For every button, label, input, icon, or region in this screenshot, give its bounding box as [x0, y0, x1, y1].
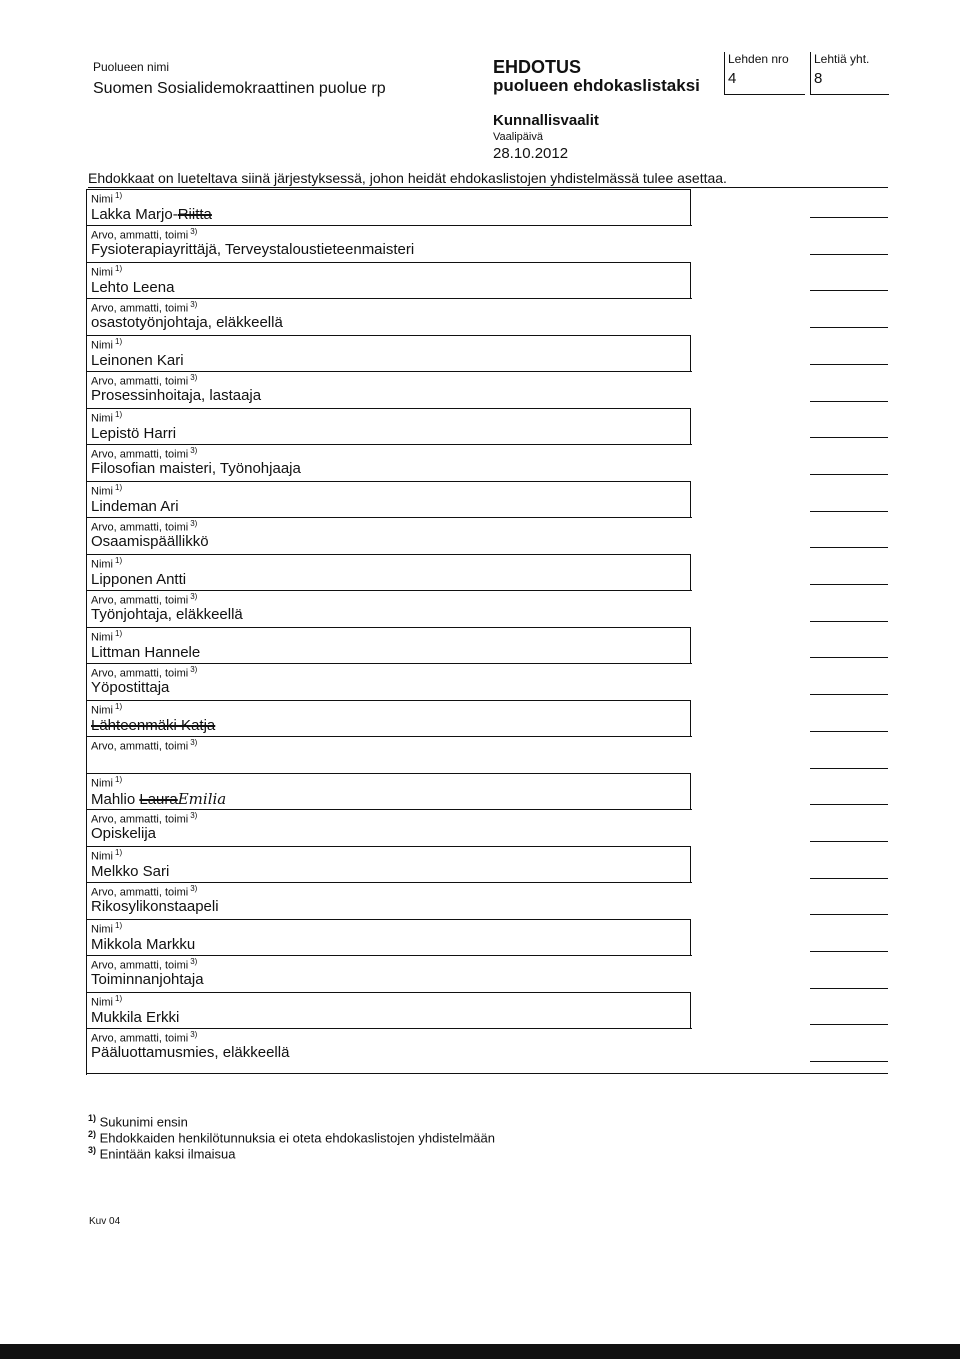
- title-label: Arvo, ammatti, toimi $^{3)}$: [91, 592, 198, 607]
- name-label: Nimi $^{1)}$: [91, 337, 123, 352]
- title-label: Arvo, ammatti, toimi $^{3)}$: [91, 373, 198, 388]
- candidate-entry: [86, 846, 692, 919]
- name-label: Nimi $^{1)}$: [91, 629, 123, 644]
- field-separator: [86, 225, 692, 226]
- candidate-entry: [86, 335, 692, 408]
- field-separator: [86, 590, 692, 591]
- candidate-entry: [86, 554, 692, 627]
- candidate-name: Lepistö Harri: [91, 425, 177, 442]
- blank-line: [810, 657, 888, 658]
- field-separator: [86, 444, 692, 445]
- blank-line: [810, 254, 888, 255]
- name-label: Nimi $^{1)}$: [91, 191, 123, 206]
- instructions-text: Ehdokkaat on lueteltava siinä järjestyksessä, johon heidät ehdokaslistojen yhdistelmässä tulee asettaa.: [88, 170, 727, 186]
- candidate-entry: [86, 408, 692, 481]
- name-label: Nimi $^{1)}$: [91, 994, 123, 1009]
- title-label: Arvo, ammatti, toimi $^{3)}$: [91, 738, 198, 753]
- name-label: Nimi $^{1)}$: [91, 921, 123, 936]
- scan-edge-bar: [0, 1344, 960, 1359]
- candidate-name: Lindeman Ari: [91, 498, 179, 515]
- blank-line: [810, 804, 888, 805]
- title-label: Arvo, ammatti, toimi $^{3)}$: [91, 1030, 198, 1045]
- candidate-entry: [86, 262, 692, 335]
- candidate-title: Prosessinhoitaja, lastaaja: [91, 387, 262, 404]
- candidate-name: [91, 717, 215, 734]
- blank-line: [810, 621, 888, 622]
- candidate-entry: [86, 627, 692, 700]
- candidate-title: Yöpostittaja: [91, 679, 170, 696]
- blank-line: [810, 951, 888, 952]
- struck-text: Lähteenmäki Katja: [91, 717, 216, 734]
- pages-total-value: 8: [814, 70, 823, 87]
- candidate-entry: [86, 919, 692, 992]
- field-separator: [86, 371, 692, 372]
- blank-line: [810, 731, 888, 732]
- name-label: Nimi $^{1)}$: [91, 702, 123, 717]
- title-label: Arvo, ammatti, toimi $^{3)}$: [91, 446, 198, 461]
- field-separator: [86, 1028, 692, 1029]
- election-date-label: Vaalipäivä: [493, 131, 543, 143]
- candidate-title: Toiminnanjohtaja: [91, 971, 204, 988]
- field-separator: [86, 298, 692, 299]
- blank-line: [810, 914, 888, 915]
- blank-line: [810, 841, 888, 842]
- instructions-rule: [88, 187, 888, 188]
- footnote-3: $^{3)}$ Enintään kaksi ilmaisua: [88, 1145, 236, 1162]
- blank-line: [810, 694, 888, 695]
- handwritten-text: Emilia: [177, 790, 227, 808]
- title-label: Arvo, ammatti, toimi $^{3)}$: [91, 811, 198, 826]
- blank-line: [810, 1024, 888, 1025]
- footnote-2: $^{2)}$ Ehdokkaiden henkilötunnuksia ei oteta ehdokaslistojen yhdistelmään: [88, 1129, 495, 1146]
- candidate-entry: [86, 992, 692, 1065]
- document-subtitle: puolueen ehdokaslistaksi: [493, 76, 700, 95]
- blank-line: [810, 547, 888, 548]
- blank-line: [810, 878, 888, 879]
- field-separator: [86, 809, 692, 810]
- candidate-title: Rikosylikonstaapeli: [91, 898, 219, 915]
- struck-text: Laura: [139, 791, 178, 808]
- party-name: Suomen Sosialidemokraattinen puolue rp: [93, 80, 386, 97]
- pages-total-label: Lehtiä yht.: [814, 52, 870, 66]
- field-separator: [86, 663, 692, 664]
- name-label: Nimi $^{1)}$: [91, 483, 123, 498]
- blank-line: [810, 401, 888, 402]
- candidate-title: Pääluottamusmies, eläkkeellä: [91, 1044, 290, 1061]
- name-label: Nimi $^{1)}$: [91, 410, 123, 425]
- title-label: Arvo, ammatti, toimi $^{3)}$: [91, 957, 198, 972]
- name-label: Nimi $^{1)}$: [91, 556, 123, 571]
- field-separator: [86, 517, 692, 518]
- candidate-name: Lipponen Antti: [91, 571, 187, 588]
- blank-line: [810, 437, 888, 438]
- title-label: Arvo, ammatti, toimi $^{3)}$: [91, 519, 198, 534]
- candidate-title: Filosofian maisteri, Työnohjaaja: [91, 460, 301, 477]
- candidate-entry: [86, 773, 692, 846]
- title-label: Arvo, ammatti, toimi $^{3)}$: [91, 665, 198, 680]
- blank-line: [810, 511, 888, 512]
- blank-line: [810, 768, 888, 769]
- title-label: Arvo, ammatti, toimi $^{3)}$: [91, 300, 198, 315]
- party-label: Puolueen nimi: [93, 60, 170, 74]
- field-separator: [86, 955, 692, 956]
- candidate-title: Opiskelija: [91, 825, 157, 842]
- candidate-name: Lehto Leena: [91, 279, 175, 296]
- candidate-name: Melkko Sari: [91, 863, 170, 880]
- name-box: [86, 846, 691, 883]
- candidate-name: Littman Hannele: [91, 644, 201, 661]
- blank-line: [810, 364, 888, 365]
- candidate-title: Työnjohtaja, eläkkeellä: [91, 606, 243, 623]
- candidate-title: Fysioterapiayrittäjä, Terveystaloustieteenmaisteri: [91, 241, 415, 258]
- blank-line: [810, 327, 888, 328]
- field-separator: [86, 736, 692, 737]
- election-date: 28.10.2012: [493, 145, 569, 162]
- blank-line: [810, 584, 888, 585]
- name-label: Nimi $^{1)}$: [91, 264, 123, 279]
- candidate-name: Lakka Marjo-Riitta: [91, 206, 212, 223]
- candidate-name: Mahlio LauraEmilia: [91, 790, 227, 808]
- candidate-entry: [86, 189, 692, 262]
- blank-line: [810, 988, 888, 989]
- name-box: [86, 262, 691, 299]
- pages-total-box: [810, 52, 889, 95]
- footnote-1: $^{1)}$ Sukunimi ensin: [88, 1113, 188, 1130]
- page-number-value: 4: [728, 70, 737, 87]
- struck-text: Riitta: [177, 206, 212, 223]
- blank-line: [810, 474, 888, 475]
- title-label: Arvo, ammatti, toimi $^{3)}$: [91, 227, 198, 242]
- candidate-form: [86, 189, 692, 1075]
- candidate-entry: [86, 700, 692, 773]
- page-number-box: [724, 52, 805, 95]
- blank-line: [810, 217, 888, 218]
- candidate-name: Mukkila Erkki: [91, 1009, 180, 1026]
- field-separator: [86, 882, 692, 883]
- form-code: Kuv 04: [89, 1216, 121, 1227]
- form-bottom-rule: [86, 1073, 888, 1074]
- document-title: EHDOTUS: [493, 57, 582, 77]
- candidate-entry: [86, 481, 692, 554]
- candidate-name: Leinonen Kari: [91, 352, 184, 369]
- name-box: [86, 408, 691, 445]
- name-label: Nimi $^{1)}$: [91, 775, 123, 790]
- blank-line: [810, 290, 888, 291]
- blank-line: [810, 1061, 888, 1062]
- title-label: Arvo, ammatti, toimi $^{3)}$: [91, 884, 198, 899]
- name-label: Nimi $^{1)}$: [91, 848, 123, 863]
- candidate-title: osastotyönjohtaja, eläkkeellä: [91, 314, 283, 331]
- candidate-title: Osaamispäällikkö: [91, 533, 209, 550]
- page-number-label: Lehden nro: [728, 52, 789, 66]
- candidate-name: Mikkola Markku: [91, 936, 196, 953]
- election-type: Kunnallisvaalit: [493, 112, 599, 129]
